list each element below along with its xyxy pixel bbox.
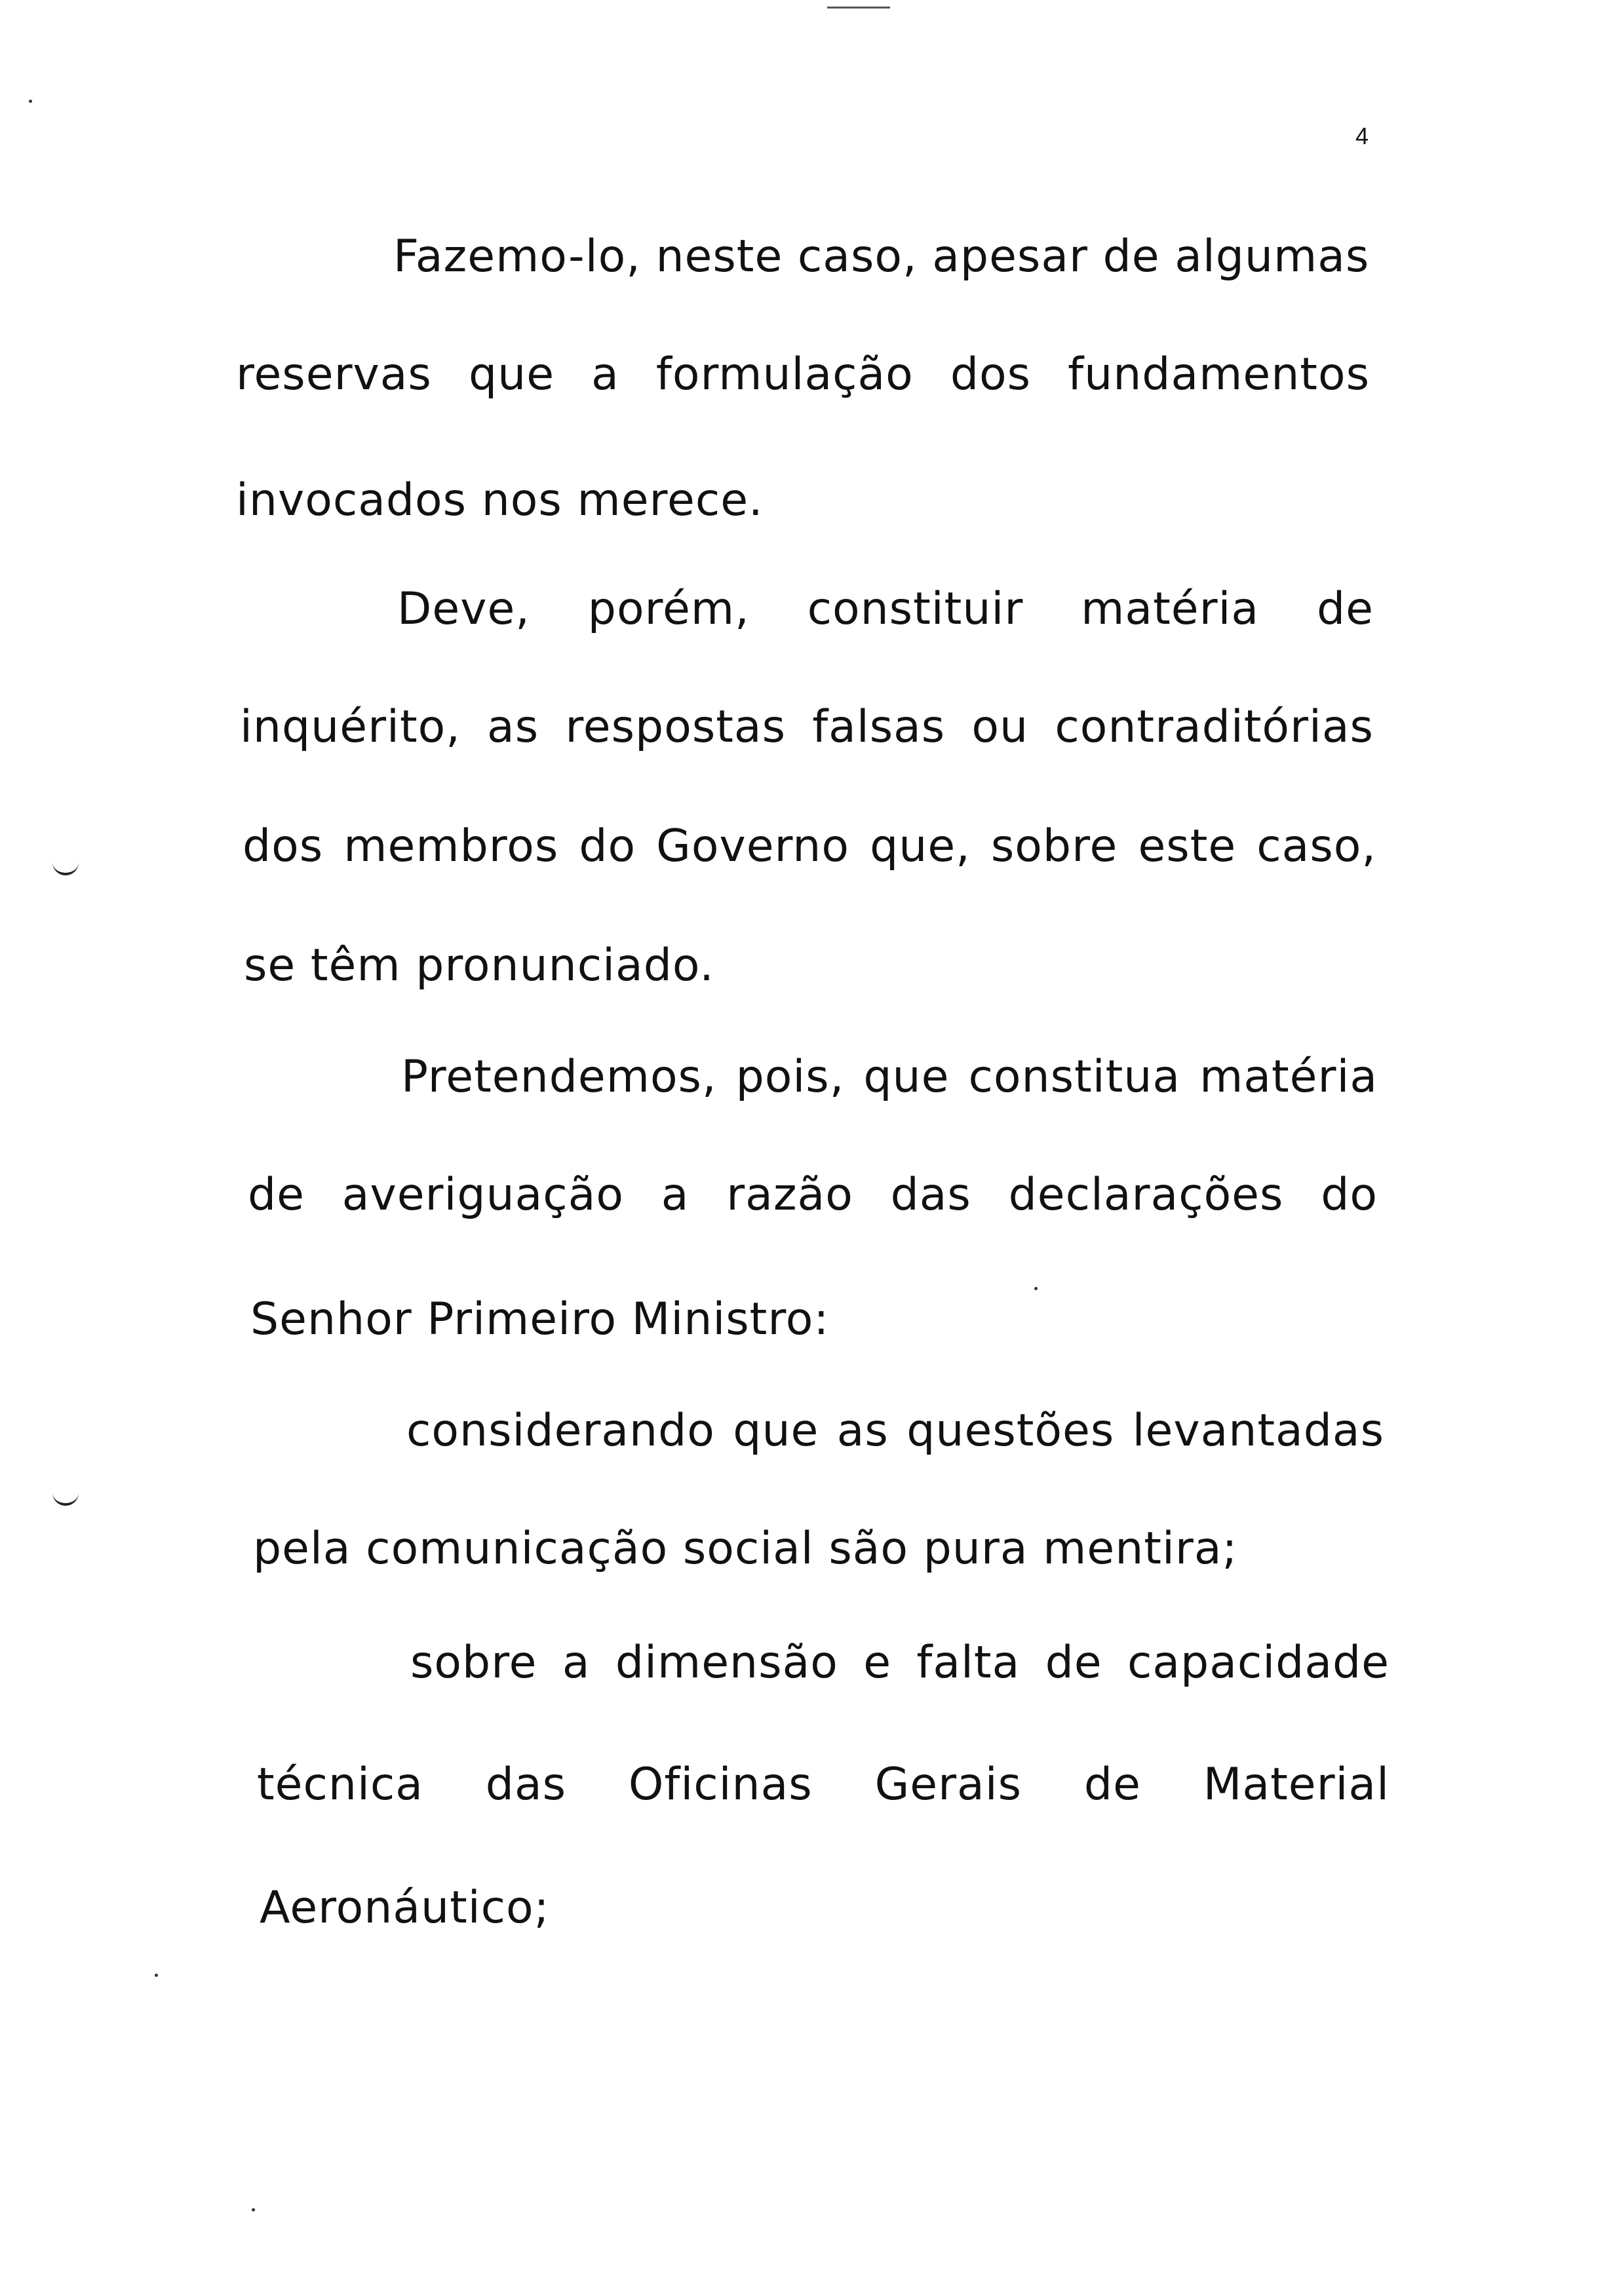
scan-artifact-mark [52, 1489, 79, 1506]
paragraph-line: dos membros do Governo que, sobre este caso, [243, 820, 1376, 872]
paragraph-line: Senhor Primeiro Ministro: [250, 1293, 830, 1345]
paragraph-line: de averiguação a razão das declarações do [248, 1169, 1378, 1221]
scan-artifact-dot [29, 100, 32, 103]
paragraph-line: pela comunicação social são pura mentira; [253, 1523, 1238, 1575]
paragraph-line: Aeronáutico; [260, 1882, 550, 1934]
page-number: 4 [1355, 123, 1369, 149]
scan-artifact-dot [1034, 1287, 1038, 1290]
scan-artifact-dot [252, 2208, 255, 2211]
scan-artifact-dot [155, 1974, 158, 1977]
scan-artifact-mark [52, 858, 79, 875]
paragraph-line: se têm pronunciado. [244, 940, 714, 991]
paragraph-line: inquérito, as respostas falsas ou contraditórias [240, 701, 1374, 753]
paragraph-line: Deve, porém, constituir matéria de [397, 583, 1374, 635]
paragraph-line: invocados nos merece. [236, 474, 764, 526]
paragraph-line: Pretendemos, pois, que constitua matéria [401, 1051, 1378, 1103]
paragraph-line: considerando que as questões levantadas [406, 1405, 1384, 1457]
scan-artifact-line [827, 7, 890, 9]
paragraph-line: reservas que a formulação dos fundamentos [236, 349, 1370, 400]
paragraph-line: técnica das Oficinas Gerais de Material [257, 1759, 1390, 1810]
paragraph-line: sobre a dimensão e falta de capacidade [410, 1637, 1390, 1689]
paragraph-line: Fazemo-lo, neste caso, apesar de algumas [393, 231, 1370, 282]
